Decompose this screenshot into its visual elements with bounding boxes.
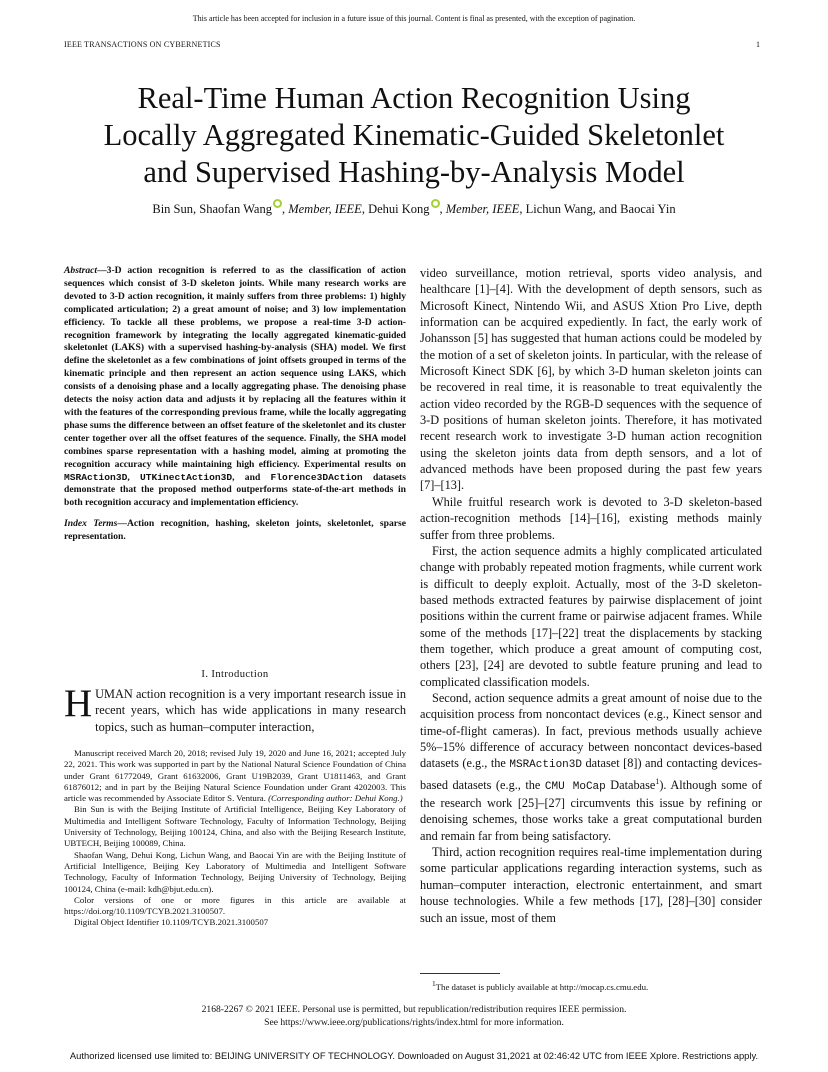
footnote-mark: 1 <box>432 979 436 988</box>
paper-title <box>40 80 788 191</box>
dataset-florence3daction: Florence3DAction <box>270 471 363 483</box>
doi-note: Digital Object Identifier 10.1109/TCYB.2021.3100507 <box>74 917 269 928</box>
right-column <box>420 265 762 926</box>
paragraph-text: dataset [8]) and contacting devices-based datasets (e.g., the <box>420 756 762 792</box>
title-line-2: Locally Aggregated Kinematic-Guided Skeletonlet <box>103 118 725 152</box>
footnote-mark[interactable]: 1 <box>655 776 660 786</box>
abstract-block <box>64 265 406 544</box>
intro-paragraph <box>64 682 406 735</box>
acceptance-notice: This article has been accepted for inclusion in a future issue of this journal. Content is final as presented, with the exception of pagination. <box>192 14 636 23</box>
footnote-divider <box>420 973 500 974</box>
footnotes-left <box>64 748 406 929</box>
section-heading: I. Introduction <box>201 669 269 680</box>
color-figures-note[interactable]: Color versions of one or more figures in this article are available at https://doi.org/10.1109/TCYB.2021.3100507. <box>64 894 406 917</box>
copyright-line-1: 2168-2267 © 2021 IEEE. Personal use is permitted, but republication/redistribution requires IEEE permission. <box>201 1004 627 1015</box>
footnote-right <box>420 979 762 992</box>
abstract-text-end: datasets demonstrate that the proposed method outperforms state-of-the-art methods in both recognition accuracy and implementation efficiency. <box>64 471 406 509</box>
dataset-msraction3d: MSRAction3D <box>509 759 582 772</box>
abstract-separator: , and <box>232 471 271 483</box>
affiliation-note-2: Shaofan Wang, Dehui Kong, Lichun Wang, and Baocai Yin are with the Beijing Institute of Artificial Intelligence, Beijing Key Laboratory of Multimedia and Intelligent Software Technology, Faculty of Information Technology, Beijing University of Technology, Beijing 100124, China (e-mail: kdh@bjut.edu.cn). <box>64 849 406 894</box>
title-line-3: and Supervised Hashing-by-Analysis Model <box>143 155 685 189</box>
manuscript-note <box>64 748 406 804</box>
copyright-notice <box>40 1003 788 1029</box>
copyright-line-2: See https://www.ieee.org/publications/rights/index.html for more information. <box>264 1017 564 1028</box>
paragraph: Third, action recognition requires real-time implementation during some particular applications regarding interaction systems, such as human–computer interaction, electronic entertainment, and smart house technologies. While a few methods [17], [28]–[30] consider such an issue, most of them <box>420 845 762 925</box>
affiliation-note-1: Bin Sun is with the Beijing Institute of Artificial Intelligence, Beijing Key Laboratory of Multimedia and Intelligent Software Technology, Faculty of Information Technology, Beijing University of Technology, Beijing 100124, China, and also with the Beijing Research Institute, UBTECH, Beijing 100089, China. <box>64 804 406 849</box>
author-group-3: Lichun Wang, and Baocai Yin <box>525 202 676 216</box>
journal-name: IEEE TRANSACTIONS ON CYBERNETICS <box>64 40 221 49</box>
paragraph-text: ). Although some of the research work [25]–[27] circumvents this issue by refining or denoising schemes, those works take a great computational burden and remain far from being satisfactory. <box>420 777 762 843</box>
intro-text: UMAN action recognition is a very important research issue in recent years, which has wide applications in many research topics, such as human–computer interaction, <box>95 687 406 734</box>
page-number: 1 <box>756 40 760 49</box>
paragraph <box>420 690 762 844</box>
index-terms <box>64 518 406 544</box>
orcid-icon[interactable] <box>431 199 440 208</box>
paragraph: First, the action sequence admits a highly complicated articulated change with probably repeated motion fragments, while current work is difficult to deeply exploit. Actually, most of the 3-D skeleton-based methods extracted features by pairwise displacement of joint positions within the current frame or pairwise adjacent frames. While some of the methods [17]–[22] treat the displacements by stacking them together, which produce a great amount of computing cost, others [23], [24] are devoted to subtle feature pruning and lead to complicated classification models. <box>420 543 762 689</box>
author-role-2: Member, IEEE <box>445 202 520 216</box>
dataset-msraction3d: MSRAction3D <box>64 471 128 483</box>
drop-cap: H <box>64 682 93 725</box>
paragraph-text: Database <box>605 777 656 792</box>
index-terms-lead: Index Terms <box>64 518 118 530</box>
corresponding-author-note: (Corresponding author: Dehui Kong.) <box>265 793 403 804</box>
paragraph: While fruitful research work is devoted to 3-D skeleton-based action-recognition methods [14]–[16], existing methods mainly suffer from three problems. <box>420 494 762 542</box>
paragraph-text: Second, action sequence admits a great amount of noise due to the acquisition process from noncontact devices (e.g., Kinect sensor and time-of-flight cameras). In fact, previous methods usually achieve 5%–15% difference of accuracy between noncontact devices-based datasets (e.g., the <box>420 690 762 771</box>
author-group-2: Dehui Kong <box>368 202 430 216</box>
license-notice: Authorized licensed use limited to: BEIJING UNIVERSITY OF TECHNOLOGY. Downloaded on August 31,2021 at 02:46:42 UTC from IEEE Xplore. Restrictions apply. <box>69 1050 759 1061</box>
index-terms-text: —Action recognition, hashing, skeleton joints, skeletonlet, sparse representation. <box>64 518 406 543</box>
abstract-separator: , <box>127 471 141 483</box>
abstract <box>64 265 406 510</box>
author-group-1: Bin Sun, Shaofan Wang <box>152 202 272 216</box>
orcid-icon[interactable] <box>273 199 282 208</box>
abstract-text: —3-D action recognition is referred to as the classification of action sequences which consist of 3-D skeleton joints. While many research works are devoted to 3-D action recognition, it mainly suffers from three problems: 1) highly complicated articulation; 2) a great amount of noise; and 3) low implementation efficiency. To tackle all these problems, we propose a real-time 3-D action-recognition framework by integrating the locally aggregated kinematic-guided skeletonlet (LAKS) with a supervised hashing-by-analysis (SHA) model. We first define the skeletonlet as a few combinations of joint offsets grouped in terms of the kinematic principle and then represent an action sequence using LAKS, which consists of a denoising phase and a locally aggregating phase. The denoising phase detects the noisy action data and adjusts it by replacing all the features within it with the features of the corresponding previous frame, while the locally aggregating phase sums the difference between an offset feature of the skeletonlet and its cluster center together over all the offset features of the sequence. Finally, the SHA model combines sparse representation with a hashing model, aiming at promoting the recognition accuracy while maintaining high efficiency. Experimental results on <box>64 265 406 470</box>
footnote-text: The dataset is publicly available at http://mocap.cs.cmu.edu. <box>435 981 649 992</box>
author-list: Bin Sun, Shaofan Wang , Member, IEEE, Dehui Kong , Member, IEEE, Lichun Wang, and Baocai Yin <box>40 199 788 217</box>
dataset-cmu-mocap: CMU MoCap <box>544 780 606 793</box>
manuscript-note-text: Manuscript received March 20, 2018; revised July 19, 2020 and June 16, 2021; accepted July 22, 2021. This work was supported in part by the National Natural Science Foundation of China under Grant 61772049, Grant 61632006, Grant U19B2039, Grant U1811463, and Grant 61876012; and in part by the Beijing Natural Science Foundation under Grant 4202003. This article was recommended by Associate Editor S. Ventura. <box>64 748 406 804</box>
dataset-utkinectaction3d: UTKinectAction3D <box>140 471 233 483</box>
author-role-1: Member, IEEE <box>288 202 362 216</box>
abstract-lead: Abstract <box>64 265 98 276</box>
title-line-1: Real-Time Human Action Recognition Using <box>137 81 691 115</box>
paragraph: video surveillance, motion retrieval, sports video analysis, and healthcare [1]–[4]. With the development of depth sensors, such as Microsoft Kinect, Nintendo Wii, and ASUS Xtion Pro Live, depth information can be acquired expediently. In fact, the early work of Johansson [5] has suggested that human actions could be modeled by the motion of a set of skeleton joints. In particular, with the release of Microsoft Kinect SDK [6], by which 3-D human skeleton joints can be recovered in real time, it is reasonable to treat equivalently the action video recorded by the RGB-D sequences with the sequence of 3-D positions of human skeleton joints. Therefore, it has motivated recent research work to investigate 3-D human action recognition using the skeleton joints data from depth sensors, and a lot of advanced methods have been proposed during the past few years [7]–[13]. <box>420 266 763 493</box>
